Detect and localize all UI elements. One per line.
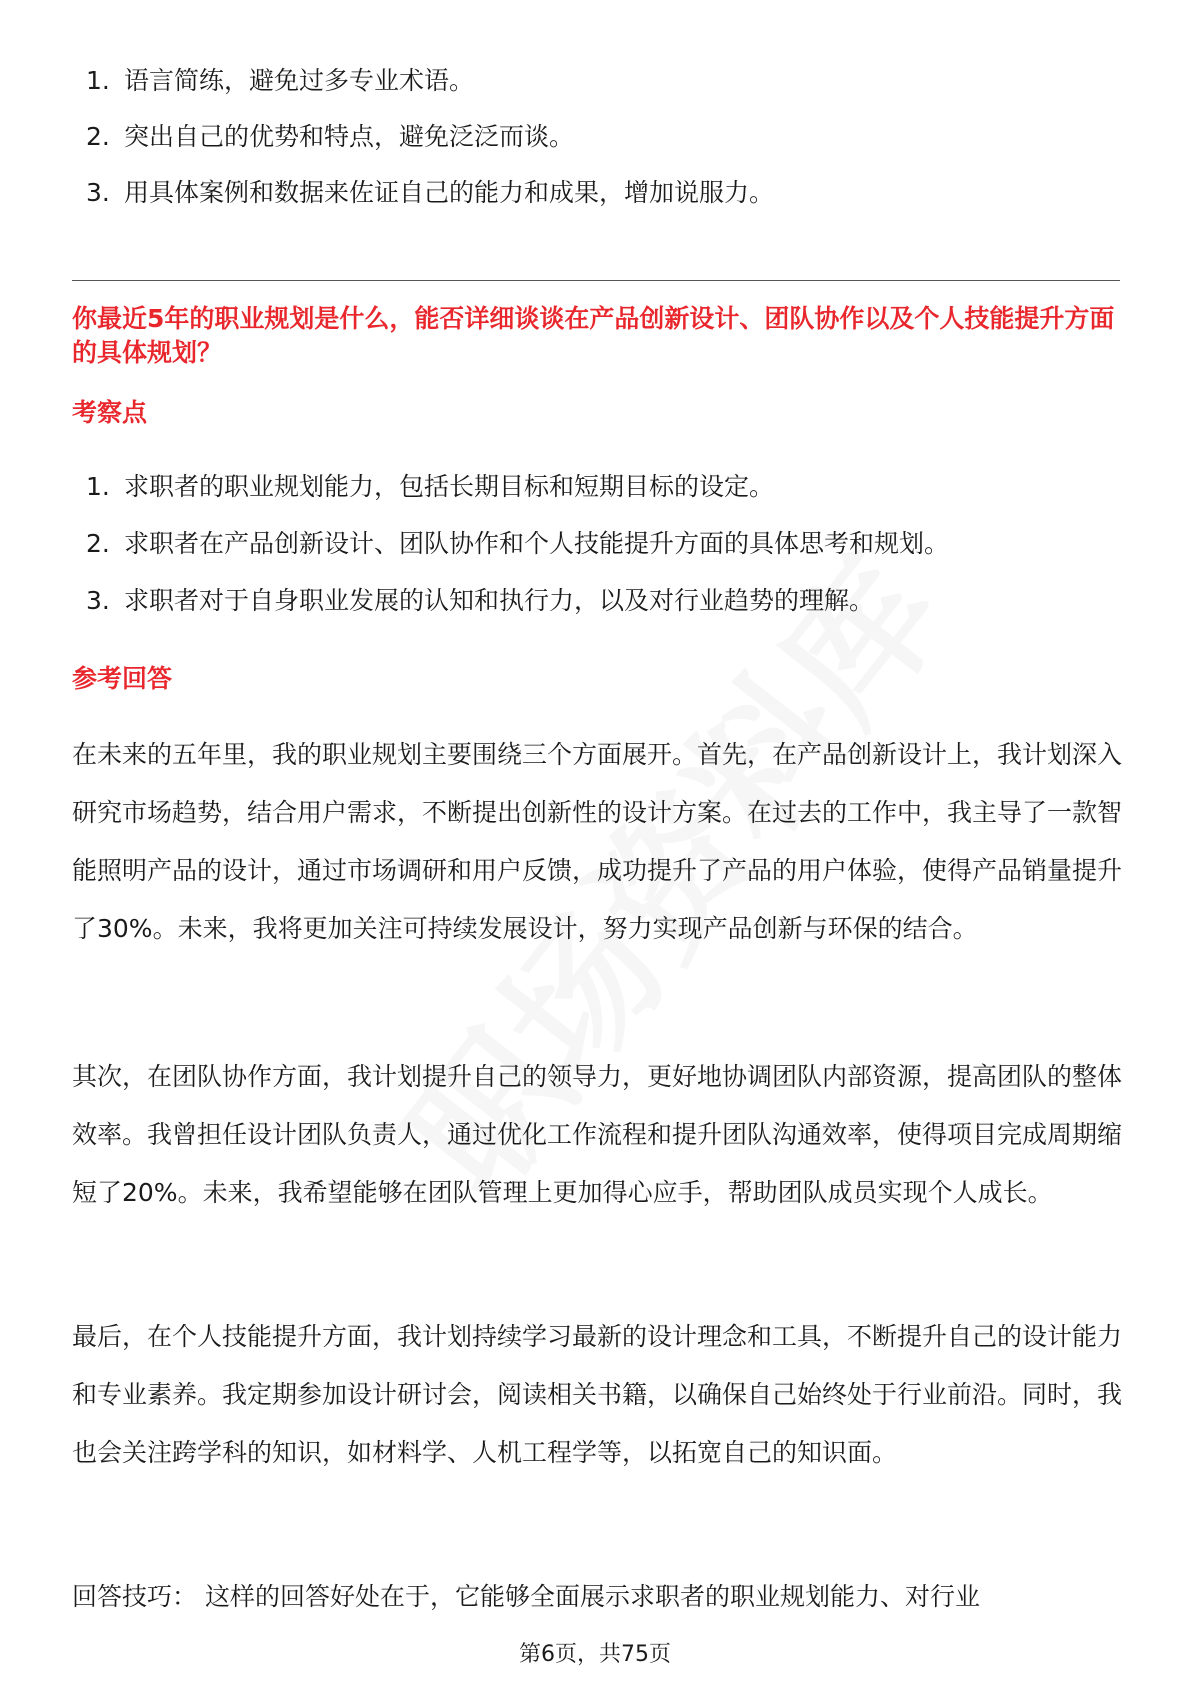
page-number-footer: 第6页，共75页: [519, 1642, 671, 1667]
list-item: [86, 586, 949, 616]
list-item: [86, 178, 774, 208]
list-item-number: 2.: [86, 122, 110, 151]
answer-paragraph: 其次，在团队协作方面，我计划提升自己的领导力，更好地协调团队内部资源，提高团队的整体效率。我曾担任设计团队负责人，通过优化工作流程和提升团队沟通效率，使得项目完成周期缩短了20%。未来，我希望能够在团队管理上更加得心应手，帮助团队成员实现个人成长。: [72, 1062, 1123, 1207]
list-item-number: 1.: [86, 66, 110, 95]
list-item: [86, 122, 774, 152]
list-item-number: 1.: [86, 472, 110, 501]
list-item: [86, 66, 774, 96]
list-item-number: 3.: [86, 178, 110, 207]
list-item-number: 3.: [86, 586, 110, 615]
list-item: [86, 529, 949, 559]
reference-answer-heading: 参考回答: [72, 664, 173, 693]
list-item-text: 突出自己的优势和特点，避免泛泛而谈。: [124, 122, 575, 151]
answer-tip-paragraph: 回答技巧： 这样的回答好处在于，它能够全面展示求职者的职业规划能力、对行业: [72, 1582, 980, 1611]
list-item-text: 求职者的职业规划能力，包括长期目标和短期目标的设定。: [124, 472, 775, 501]
list-item-text: 求职者在产品创新设计、团队协作和个人技能提升方面的具体思考和规划。: [124, 529, 950, 558]
exam-points-heading: 考察点: [72, 398, 148, 427]
answer-paragraph: 在未来的五年里，我的职业规划主要围绕三个方面展开。首先，在产品创新设计上，我计划深入研究市场趋势，结合用户需求，不断提出创新性的设计方案。在过去的工作中，我主导了一款智能照明产品的设计，通过市场调研和用户反馈，成功提升了产品的用户体验，使得产品销量提升了30%。未来，我将更加关注可持续发展设计，努力实现产品创新与环保的结合。: [72, 740, 1123, 943]
list-item-text: 语言简练，避免过多专业术语。: [124, 66, 475, 95]
list-item-text: 求职者对于自身职业发展的认知和执行力，以及对行业趋势的理解。: [124, 586, 875, 615]
list-item: [86, 472, 949, 502]
list-item-number: 2.: [86, 529, 110, 558]
list-item-text: 用具体案例和数据来佐证自己的能力和成果，增加说服力。: [124, 178, 775, 207]
exam-points-list: [86, 472, 949, 643]
answer-paragraph: 最后，在个人技能提升方面，我计划持续学习最新的设计理念和工具，不断提升自己的设计能力和专业素养。我定期参加设计研讨会，阅读相关书籍，以确保自己始终处于行业前沿。同时，我也会关注跨学科的知识，如材料学、人机工程学等，以拓宽自己的知识面。: [72, 1322, 1123, 1467]
tips-list: [86, 66, 774, 234]
section-divider: [72, 280, 1120, 281]
question-heading: 你最近5年的职业规划是什么，能否详细谈谈在产品创新设计、团队协作以及个人技能提升方面的具体规划？: [72, 304, 1115, 367]
